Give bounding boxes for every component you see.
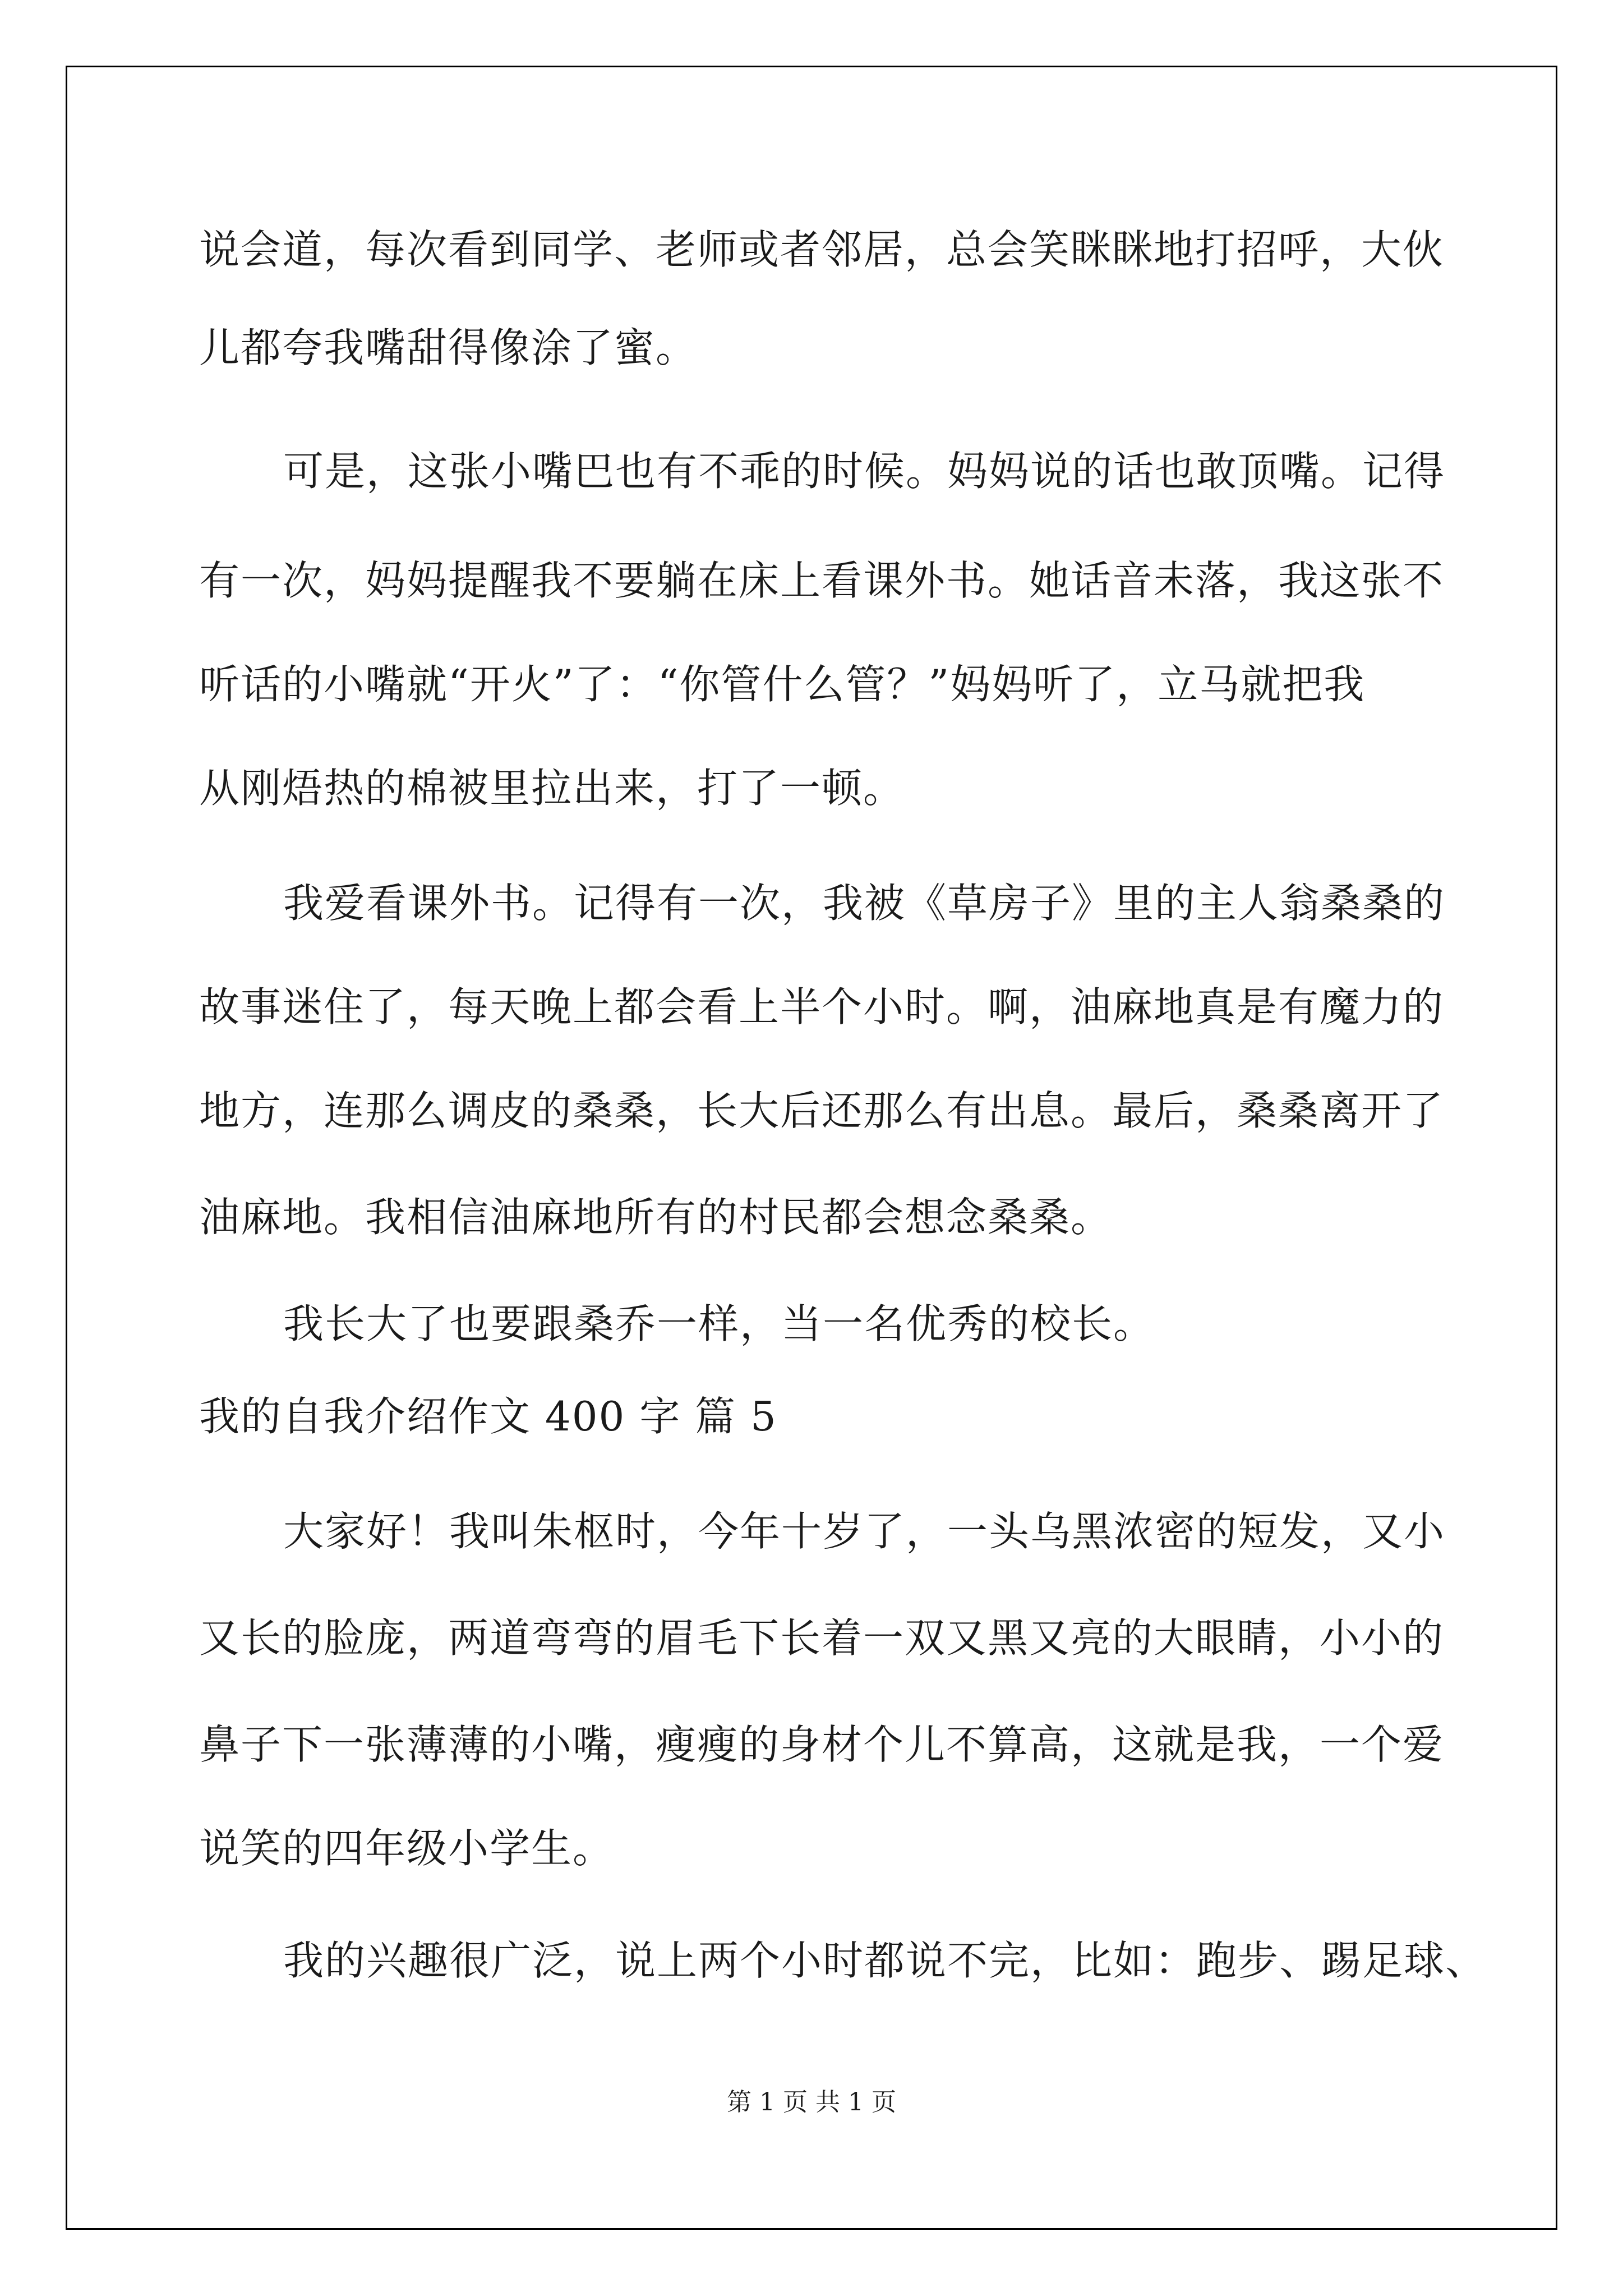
text-line: 鼻子下一张薄薄的小嘴，瘦瘦的身材个儿不算高，这就是我，一个爱 — [199, 1721, 1445, 1768]
text-line: 儿都夸我嘴甜得像涂了蜜。 — [199, 324, 698, 371]
text-line: 油麻地。我相信油麻地所有的村民都会想念桑桑。 — [199, 1194, 1113, 1241]
section-heading: 我的自我介绍作文 400 字 篇 5 — [199, 1393, 777, 1440]
paragraph-start-line: 我的兴趣很广泛，说上两个小时都说不完，比如：跑步、踢足球、 — [283, 1937, 1487, 1984]
page-footer: 第 1 页 共 1 页 — [727, 2088, 896, 2116]
text-line: 说笑的四年级小学生。 — [199, 1825, 615, 1872]
text-line: 地方，连那么调皮的桑桑，长大后还那么有出息。最后，桑桑离开了 — [199, 1087, 1445, 1134]
text-line: 说会道，每次看到同学、老师或者邻居，总会笑眯眯地打招呼，大伙 — [199, 226, 1445, 273]
paragraph-start-line: 大家好！我叫朱枢时，今年十岁了，一头乌黑浓密的短发，又小 — [283, 1508, 1446, 1555]
text-line: 有一次，妈妈提醒我不要躺在床上看课外书。她话音未落，我这张不 — [199, 557, 1445, 604]
text-line: 从刚焐热的棉被里拉出来，打了一顿。 — [199, 765, 905, 812]
text-line: 又长的脸庞，两道弯弯的眉毛下长着一双又黑又亮的大眼睛，小小的 — [199, 1614, 1445, 1662]
text-line: 听话的小嘴就“开火”了：“你管什么管？”妈妈听了，立马就把我 — [199, 661, 1366, 708]
text-line: 故事迷住了，每天晚上都会看上半个小时。啊，油麻地真是有魔力的 — [199, 983, 1445, 1030]
paragraph-start-line: 我长大了也要跟桑乔一样，当一名优秀的校长。 — [283, 1300, 1155, 1347]
paragraph-start-line: 可是，这张小嘴巴也有不乖的时候。妈妈说的话也敢顶嘴。记得 — [283, 448, 1446, 495]
paragraph-start-line: 我爱看课外书。记得有一次，我被《草房子》里的主人翁桑桑的 — [283, 880, 1446, 927]
